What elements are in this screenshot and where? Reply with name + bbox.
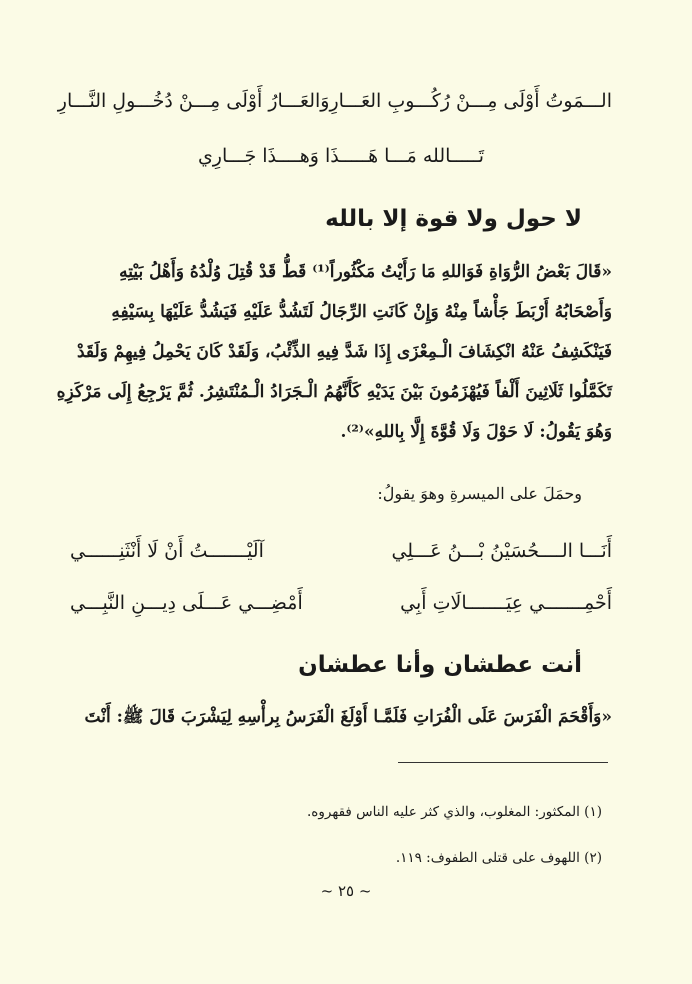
verse-hemistich-right: أَنَـــا الــــحُسَيْنُ بْـــنُ عَـــلِي — [391, 540, 612, 562]
footnote-2: (٢) اللهوف على قتلى الطفوف: ١١٩. — [395, 850, 602, 866]
page-number: ~ ٢٥ ~ — [320, 882, 372, 900]
poem-verse-1-continuation: تَـــــالله مَـــا هَـــــذَا وَهــــذَا جَـــارِي — [197, 145, 485, 167]
section-heading-1: لا حول ولا قوة إلا بالله — [325, 206, 582, 232]
verse-hemistich-left: آلَيْـــــــتُ أَنْ لَا أَنْثَنِــــــي — [70, 540, 264, 562]
section-heading-2: أنت عطشان وأنا عطشان — [298, 652, 582, 678]
narration-line: وحمَلَ على الميسرةِ وهوَ يقولُ: — [377, 484, 582, 503]
poem-verse-3 — [70, 592, 612, 614]
paragraph-line: وَأَصْحَابُهُ أَرْبَطَ جَأْشاً مِنْهُ وَإِنْ كَانَتِ الرِّجَالُ لَتَشُدُّ عَلَيْهِ فَيَشُدُّ عَلَيْهَا بِسَيْفِهِ — [111, 302, 612, 322]
paragraph-line: وَهُوَ يَقُولُ: لَا حَوْلَ وَلَا قُوَّةَ إِلَّا بِاللهِ»⁽²⁾. — [340, 422, 612, 442]
footnote-1: (١) المكثور: المغلوب، والذي كثر عليه الناس فقهروه. — [307, 804, 602, 820]
paragraph-line: «وَأَقْحَمَ الْفَرَسَ عَلَى الْفُرَاتِ فَلَمَّـا أَوْلَغَ الْفَرَسُ بِرأْسِهِ لِيَشْرَبَ قَالَ ﷺ: أَنْتَ — [84, 707, 612, 727]
footnote-divider — [398, 762, 608, 763]
paragraph-line: «قَالَ بَعْضُ الرُّوَاةِ فَوَاللهِ مَا رَأَيْتُ مَكْثُوراً⁽¹⁾ قَطُّ قَدْ قُتِلَ وُلْدُهُ وَأَهْلُ بَيْتِهِ — [119, 262, 612, 282]
verse-hemistich-left: وَالعَـــارُ أَوْلَى مِـــنْ دُخُـــولِ النَّـــارِ — [57, 90, 330, 112]
poem-verse-1 — [57, 90, 612, 112]
verse-hemistich-left: أَمْضِـــي عَـــلَى دِيـــنِ النَّبِـــي — [70, 592, 303, 614]
verse-hemistich-right: الـــمَوتُ أَوْلَى مِـــنْ رُكُـــوبِ العَـــارِ — [329, 90, 612, 112]
verse-hemistich-right: أَحْمِـــــــي عِيَـــــــالَاتِ أَبِي — [400, 592, 612, 614]
paragraph-line: فَيَنْكَشِفُ عَنْهُ انْكِشَافَ الْـمِعْزَى إِذَا شَدَّ فِيهِ الذِّئْبُ، وَلَقَدْ كَانَ يَحْمِلُ فِيهِمْ وَلَقَدْ — [76, 342, 612, 362]
paragraph-line: تَكَمَّلُوا ثَلَاثِينَ أَلْفاً فَيُهْزَمُونَ بَيْنَ يَدَيْهِ كَأَنَّهُمُ الْـجَرَادُ الْـمُنْتَشِرُ. ثُمَّ يَرْجِعُ إِلَى مَرْكَزِهِ — [56, 382, 612, 402]
poem-verse-2 — [70, 540, 612, 562]
